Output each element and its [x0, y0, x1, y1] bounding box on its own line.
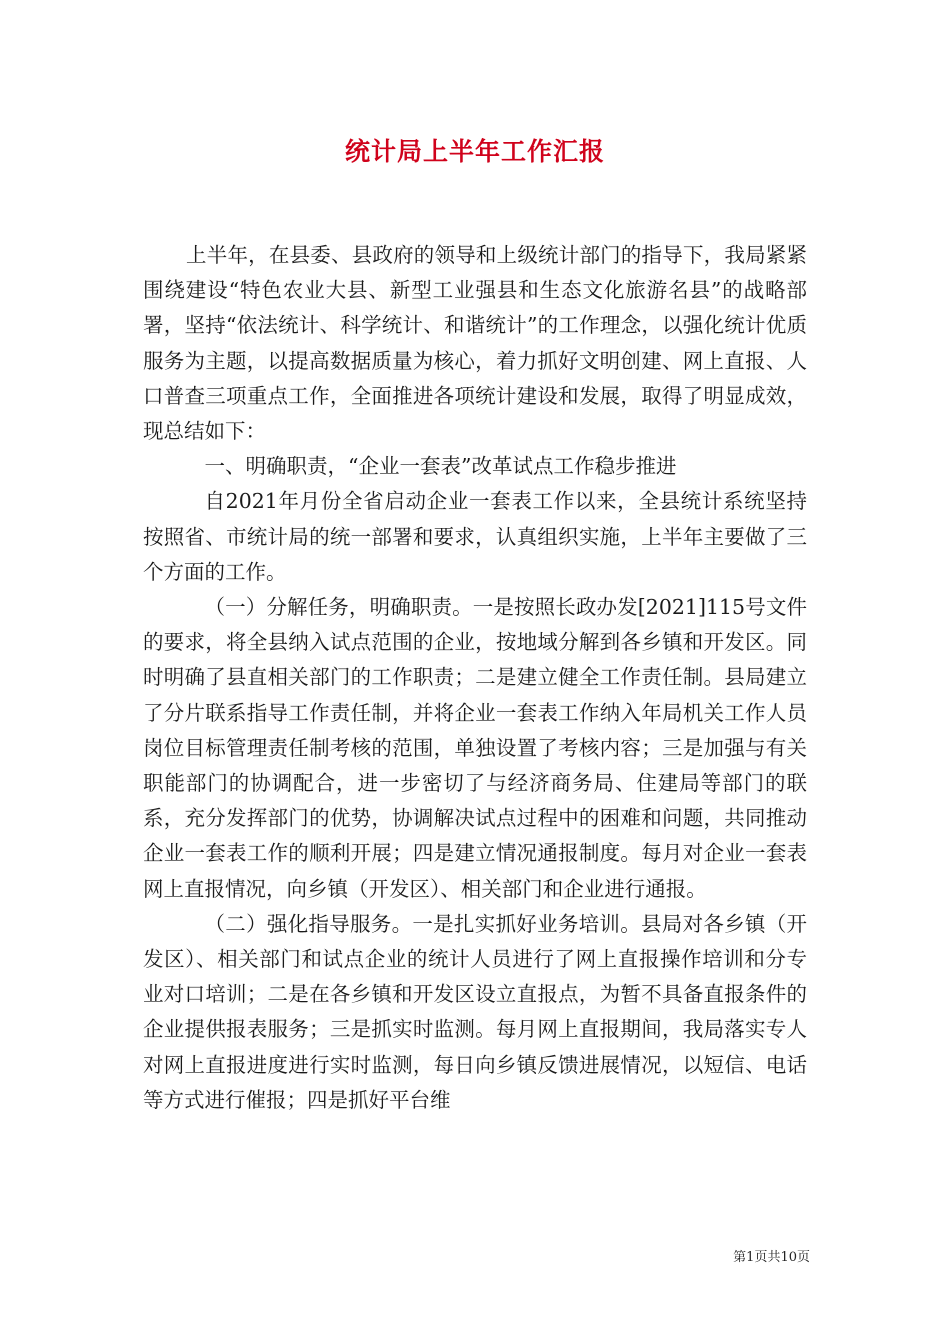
document-body [143, 238, 807, 1118]
page-number: 第1页共10页 [733, 1250, 810, 1265]
paragraph-subsection-2: （二）强化指导服务。一是扎实抓好业务培训。县局对各乡镇（开发区）、相关部门和试点企业的统计人员进行了网上直报操作培训和分专业对口培训；二是在各乡镇和开发区设立直报点，为暂不具备直报条件的企业提供报表服务；三是抓实时监测。每月网上直报期间，我局落实专人对网上直报进度进行实时监测，每日向乡镇反馈进展情况，以短信、电话等方式进行催报；四是抓好平台维 [143, 911, 807, 1112]
section-heading-1: 一、明确职责，“企业一套表”改革试点工作稳步推进 [204, 454, 677, 479]
paragraph-subsection-1: （一）分解任务，明确职责。一是按照长政办发[2021]115号文件的要求，将全县纳入试点范围的企业，按地域分解到各乡镇和开发区。同时明确了县直相关部门的工作职责；二是建立健全工作责任制。县局建立了分片联系指导工作责任制，并将企业一套表工作纳入年局机关工作人员岗位目标管理责任制考核的范围，单独设置了考核内容；三是加强与有关职能部门的协调配合，进一步密切了与经济商务局、住建局等部门的联系，充分发挥部门的优势，协调解决试点过程中的困难和问题，共同推动企业一套表工作的顺利开展；四是建立情况通报制度。每月对企业一套表网上直报情况，向乡镇（开发区）、相关部门和企业进行通报。 [143, 595, 807, 901]
paragraph-intro: 上半年，在县委、县政府的领导和上级统计部门的指导下，我局紧紧围绕建设“特色农业大县、新型工业强县和生态文化旅游名县”的战略部署，坚持“依法统计、科学统计、和谐统计”的工作理念，以强化统计优质服务为主题，以提高数据质量为核心，着力抓好文明创建、网上直报、人口普查三项重点工作，全面推进各项统计建设和发展，取得了明显成效，现总结如下： [143, 243, 807, 444]
document-title: 统计局上半年工作汇报 [344, 137, 605, 166]
paragraph-section-1: 自2021年月份全省启动企业一套表工作以来，全县统计系统坚持按照省、市统计局的统一部署和要求，认真组织实施，上半年主要做了三个方面的工作。 [143, 489, 807, 584]
